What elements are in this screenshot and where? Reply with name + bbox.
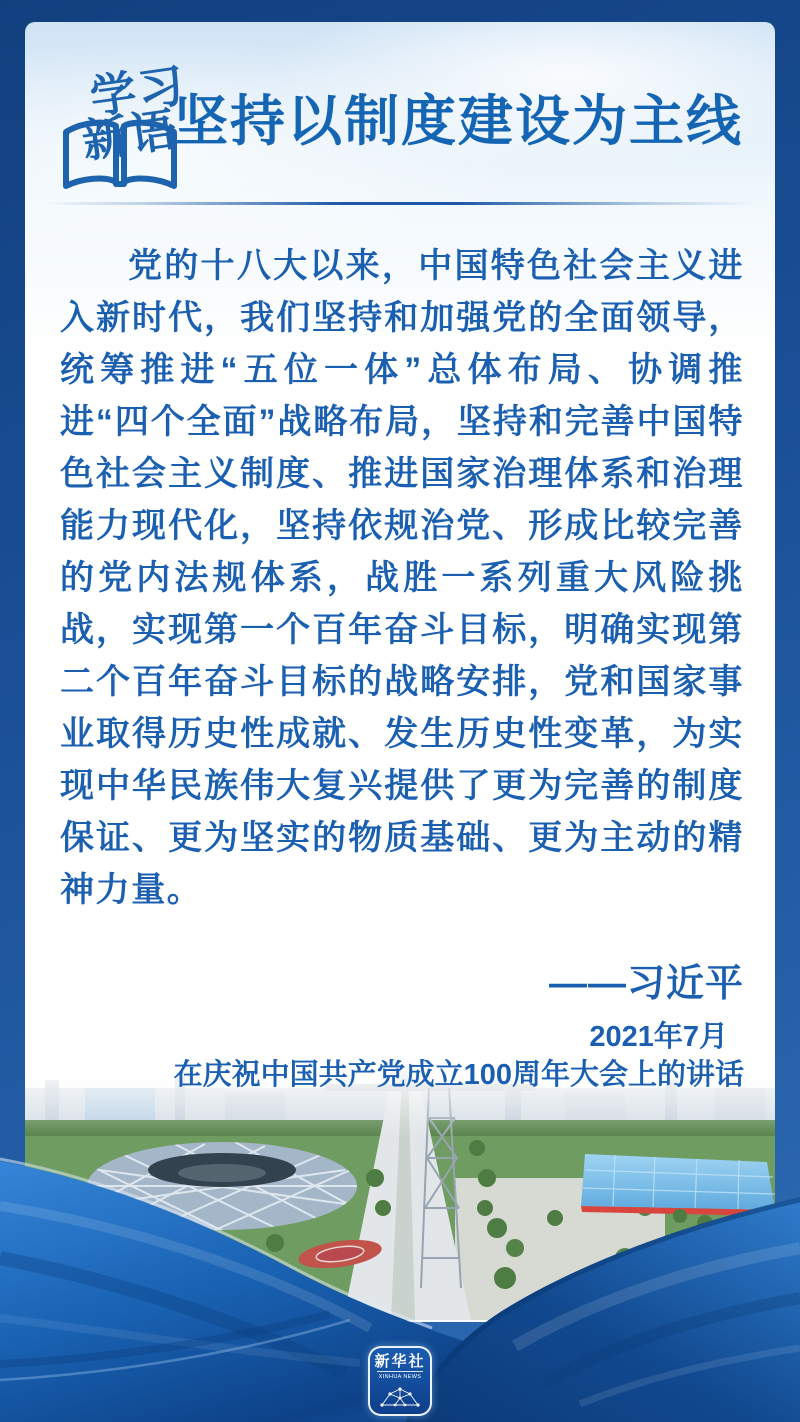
logo-text-top: 学习: [86, 58, 190, 124]
page-title: 坚持以制度建设为主线: [173, 90, 744, 152]
header-divider: [43, 202, 755, 205]
network-globe-icon: [378, 1382, 422, 1408]
quote-date: 2021年7月: [589, 1021, 728, 1053]
badge-cn-label: 新华社: [374, 1353, 426, 1370]
content-panel: [25, 22, 775, 1322]
logo-text-bottom: 新语: [78, 102, 182, 168]
badge-divider: [377, 1371, 423, 1372]
xinhua-badge: [368, 1346, 432, 1416]
xuexi-xinyu-logo: [58, 58, 190, 202]
quote-attribution: ——习近平: [548, 963, 744, 1005]
quote-paragraph: 党的十八大以来，中国特色社会主义进入新时代，我们坚持和加强党的全面领导，统筹推进“五位一体”总体布局、协调推进“四个全面”战略布局，坚持和完善中国特色社会主义制度、推进国家治理体系和治理能力现代化，坚持依规治党、形成比较完善的党内法规体系，战胜一系列重大风险挑战，实现第一个百年奋斗目标，明确实现第二个百年奋斗目标的战略安排，党和国家事业取得历史性成就、发生历史性变革，为实现中华民族伟大复兴提供了更为完善的制度保证、更为坚实的物质基础、更为主动的精神力量。: [60, 247, 744, 909]
badge-en-label: XINHUA NEWS: [378, 1374, 422, 1380]
quote-occasion: 在庆祝中国共产党成立100周年大会上的讲话: [173, 1059, 744, 1091]
